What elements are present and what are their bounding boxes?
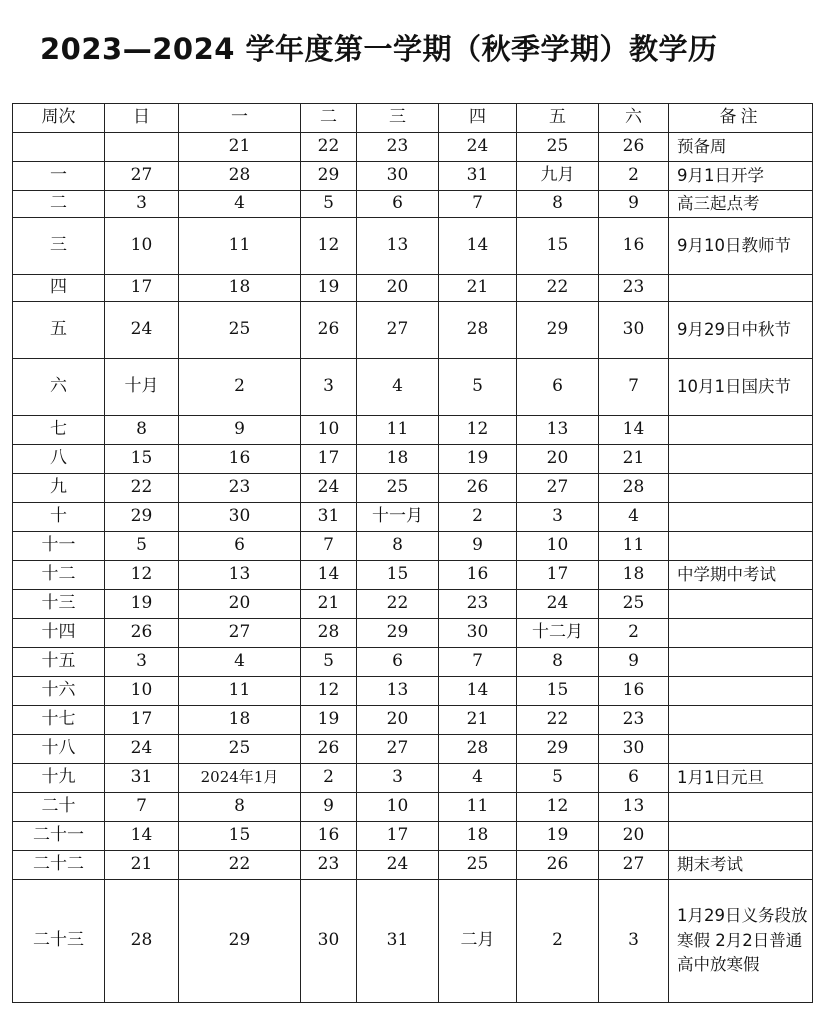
note-cell: [669, 590, 813, 619]
day-cell: 十二月: [517, 619, 599, 648]
week-number: 八: [13, 445, 105, 474]
week-number: 二: [13, 191, 105, 218]
day-cell: 29: [179, 880, 301, 1003]
week-number: 十: [13, 503, 105, 532]
day-cell: 25: [439, 851, 517, 880]
day-cell: 17: [357, 822, 439, 851]
week-number: 九: [13, 474, 105, 503]
note-cell: [669, 445, 813, 474]
week-row: [13, 359, 813, 416]
day-cell: 20: [517, 445, 599, 474]
week-row: [13, 503, 813, 532]
week-row: [13, 302, 813, 359]
day-cell: 13: [179, 561, 301, 590]
day-cell: 27: [517, 474, 599, 503]
column-header: 四: [439, 104, 517, 133]
day-cell: 九月: [517, 162, 599, 191]
teaching-calendar-table: [12, 103, 813, 1003]
day-cell: 9: [439, 532, 517, 561]
day-cell: 18: [357, 445, 439, 474]
column-header: 日: [105, 104, 179, 133]
day-cell: 24: [301, 474, 357, 503]
day-cell: 26: [105, 619, 179, 648]
day-cell: 10: [301, 416, 357, 445]
week-row: [13, 162, 813, 191]
day-cell: 16: [599, 677, 669, 706]
day-cell: 25: [599, 590, 669, 619]
note-cell: [669, 735, 813, 764]
day-cell: 19: [301, 706, 357, 735]
day-cell: 23: [301, 851, 357, 880]
day-cell: 21: [599, 445, 669, 474]
day-cell: 26: [301, 302, 357, 359]
column-header: 三: [357, 104, 439, 133]
week-number: 十三: [13, 590, 105, 619]
day-cell: 30: [357, 162, 439, 191]
day-cell: 11: [599, 532, 669, 561]
day-cell: 7: [105, 793, 179, 822]
week-row: [13, 677, 813, 706]
week-number: 十五: [13, 648, 105, 677]
day-cell: 17: [517, 561, 599, 590]
week-number: 十八: [13, 735, 105, 764]
day-cell: 20: [599, 822, 669, 851]
day-cell: 7: [301, 532, 357, 561]
day-cell: 11: [357, 416, 439, 445]
day-cell: 17: [105, 275, 179, 302]
day-cell: 20: [357, 706, 439, 735]
day-cell: 10: [105, 677, 179, 706]
day-cell: 19: [105, 590, 179, 619]
day-cell: 14: [439, 677, 517, 706]
day-cell: 21: [439, 275, 517, 302]
week-row: [13, 764, 813, 793]
day-cell: 7: [439, 191, 517, 218]
day-cell: 25: [517, 133, 599, 162]
day-cell: 22: [357, 590, 439, 619]
day-cell: 26: [599, 133, 669, 162]
day-cell: 4: [599, 503, 669, 532]
note-cell: [669, 619, 813, 648]
note-cell: [669, 416, 813, 445]
page-title: 2023—2024 学年度第一学期（秋季学期）教学历: [40, 32, 718, 66]
day-cell: 13: [517, 416, 599, 445]
day-cell: 3: [517, 503, 599, 532]
week-row: [13, 706, 813, 735]
column-header: 备注: [669, 104, 813, 133]
day-cell: 25: [179, 735, 301, 764]
day-cell: 26: [517, 851, 599, 880]
day-cell: 24: [357, 851, 439, 880]
day-cell: 15: [105, 445, 179, 474]
day-cell: 8: [357, 532, 439, 561]
day-cell: 8: [105, 416, 179, 445]
day-cell: 31: [357, 880, 439, 1003]
day-cell: 9: [301, 793, 357, 822]
week-number: 十九: [13, 764, 105, 793]
day-cell: 17: [105, 706, 179, 735]
week-row: [13, 619, 813, 648]
day-cell: 7: [599, 359, 669, 416]
day-cell: 12: [301, 218, 357, 275]
day-cell: 11: [179, 677, 301, 706]
day-cell: 24: [105, 735, 179, 764]
day-cell: 28: [599, 474, 669, 503]
day-cell: 14: [301, 561, 357, 590]
day-cell: 5: [301, 191, 357, 218]
day-cell: 23: [357, 133, 439, 162]
day-cell: 3: [599, 880, 669, 1003]
note-cell: [669, 706, 813, 735]
day-cell: 24: [517, 590, 599, 619]
week-row: [13, 532, 813, 561]
week-number: 十二: [13, 561, 105, 590]
day-cell: 23: [179, 474, 301, 503]
day-cell: 5: [105, 532, 179, 561]
day-cell: 21: [179, 133, 301, 162]
day-cell: 12: [301, 677, 357, 706]
day-cell: 25: [357, 474, 439, 503]
day-cell: 9: [599, 191, 669, 218]
day-cell: 26: [439, 474, 517, 503]
day-cell: 12: [439, 416, 517, 445]
day-cell: 8: [517, 191, 599, 218]
day-cell: 22: [301, 133, 357, 162]
week-row: [13, 590, 813, 619]
day-cell: 22: [517, 706, 599, 735]
day-cell: 29: [357, 619, 439, 648]
day-cell: 5: [301, 648, 357, 677]
week-number: 十七: [13, 706, 105, 735]
day-cell: 18: [179, 275, 301, 302]
day-cell: 30: [599, 735, 669, 764]
week-number: 二十三: [13, 880, 105, 1003]
week-row: [13, 793, 813, 822]
note-cell: [669, 532, 813, 561]
note-cell: [669, 275, 813, 302]
day-cell: 21: [439, 706, 517, 735]
day-cell: 20: [357, 275, 439, 302]
day-cell: 19: [301, 275, 357, 302]
day-cell: 8: [517, 648, 599, 677]
week-row: [13, 218, 813, 275]
day-cell: 20: [179, 590, 301, 619]
day-cell: 4: [357, 359, 439, 416]
note-cell: 9月1日开学: [669, 162, 813, 191]
week-row: [13, 474, 813, 503]
week-number: [13, 133, 105, 162]
week-number: 二十二: [13, 851, 105, 880]
note-cell: 9月10日教师节: [669, 218, 813, 275]
day-cell: 29: [517, 735, 599, 764]
day-cell: 29: [301, 162, 357, 191]
day-cell: 28: [105, 880, 179, 1003]
day-cell: 30: [179, 503, 301, 532]
week-number: 十六: [13, 677, 105, 706]
column-header: 一: [179, 104, 301, 133]
day-cell: 16: [301, 822, 357, 851]
day-cell: 27: [599, 851, 669, 880]
week-row: [13, 445, 813, 474]
day-cell: 6: [599, 764, 669, 793]
note-cell: [669, 793, 813, 822]
day-cell: 十一月: [357, 503, 439, 532]
day-cell: 22: [179, 851, 301, 880]
day-cell: 3: [105, 648, 179, 677]
day-cell: 12: [517, 793, 599, 822]
week-row: [13, 735, 813, 764]
day-cell: 27: [357, 302, 439, 359]
day-cell: 26: [301, 735, 357, 764]
day-cell: 二月: [439, 880, 517, 1003]
note-cell: 10月1日国庆节: [669, 359, 813, 416]
header-row: [13, 104, 813, 133]
week-number: 二十: [13, 793, 105, 822]
day-cell: 28: [301, 619, 357, 648]
day-cell: 7: [439, 648, 517, 677]
day-cell: 31: [439, 162, 517, 191]
day-cell: 6: [517, 359, 599, 416]
day-cell: 9: [179, 416, 301, 445]
week-row: [13, 191, 813, 218]
day-cell: 17: [301, 445, 357, 474]
note-cell: [669, 648, 813, 677]
day-cell: 2: [439, 503, 517, 532]
day-cell: 2: [179, 359, 301, 416]
day-cell: 15: [517, 677, 599, 706]
day-cell: 18: [439, 822, 517, 851]
day-cell: 28: [439, 735, 517, 764]
day-cell: 30: [439, 619, 517, 648]
day-cell: 15: [179, 822, 301, 851]
day-cell: 十月: [105, 359, 179, 416]
day-cell: 16: [599, 218, 669, 275]
day-cell: 13: [357, 218, 439, 275]
day-cell: 18: [599, 561, 669, 590]
week-number: 七: [13, 416, 105, 445]
note-cell: 1月1日元旦: [669, 764, 813, 793]
note-cell: 中学期中考试: [669, 561, 813, 590]
day-cell: 27: [105, 162, 179, 191]
week-number: 一: [13, 162, 105, 191]
day-cell: 31: [105, 764, 179, 793]
note-cell: 1月29日义务段放寒假 2月2日普通高中放寒假: [669, 880, 813, 1003]
week-number: 三: [13, 218, 105, 275]
day-cell: 6: [179, 532, 301, 561]
note-cell: 高三起点考: [669, 191, 813, 218]
day-cell: 4: [439, 764, 517, 793]
week-number: 六: [13, 359, 105, 416]
day-cell: 18: [179, 706, 301, 735]
day-cell: 30: [599, 302, 669, 359]
day-cell: 27: [179, 619, 301, 648]
day-cell: 11: [179, 218, 301, 275]
day-cell: 28: [179, 162, 301, 191]
day-cell: 3: [301, 359, 357, 416]
day-cell: 2024年1月: [179, 764, 301, 793]
week-number: 十四: [13, 619, 105, 648]
day-cell: 16: [439, 561, 517, 590]
day-cell: 15: [357, 561, 439, 590]
column-header: 二: [301, 104, 357, 133]
day-cell: 23: [439, 590, 517, 619]
day-cell: 27: [357, 735, 439, 764]
day-cell: [105, 133, 179, 162]
note-cell: 期末考试: [669, 851, 813, 880]
day-cell: 5: [517, 764, 599, 793]
day-cell: 14: [439, 218, 517, 275]
day-cell: 14: [105, 822, 179, 851]
day-cell: 21: [105, 851, 179, 880]
day-cell: 15: [517, 218, 599, 275]
week-row: [13, 133, 813, 162]
day-cell: 23: [599, 275, 669, 302]
day-cell: 19: [517, 822, 599, 851]
week-row: [13, 851, 813, 880]
day-cell: 13: [357, 677, 439, 706]
week-row: [13, 880, 813, 1003]
day-cell: 29: [105, 503, 179, 532]
day-cell: 4: [179, 191, 301, 218]
note-cell: [669, 474, 813, 503]
day-cell: 31: [301, 503, 357, 532]
day-cell: 22: [105, 474, 179, 503]
day-cell: 13: [599, 793, 669, 822]
day-cell: 22: [517, 275, 599, 302]
day-cell: 16: [179, 445, 301, 474]
week-row: [13, 561, 813, 590]
note-cell: 预备周: [669, 133, 813, 162]
day-cell: 10: [357, 793, 439, 822]
week-row: [13, 416, 813, 445]
day-cell: 2: [517, 880, 599, 1003]
day-cell: 2: [599, 162, 669, 191]
day-cell: 30: [301, 880, 357, 1003]
day-cell: 9: [599, 648, 669, 677]
column-header: 六: [599, 104, 669, 133]
day-cell: 10: [105, 218, 179, 275]
note-cell: [669, 822, 813, 851]
week-row: [13, 822, 813, 851]
day-cell: 29: [517, 302, 599, 359]
day-cell: 3: [357, 764, 439, 793]
day-cell: 14: [599, 416, 669, 445]
week-row: [13, 275, 813, 302]
note-cell: [669, 503, 813, 532]
day-cell: 21: [301, 590, 357, 619]
day-cell: 4: [179, 648, 301, 677]
column-header: 五: [517, 104, 599, 133]
day-cell: 28: [439, 302, 517, 359]
day-cell: 5: [439, 359, 517, 416]
week-row: [13, 648, 813, 677]
day-cell: 2: [301, 764, 357, 793]
day-cell: 25: [179, 302, 301, 359]
day-cell: 6: [357, 191, 439, 218]
column-header: 周次: [13, 104, 105, 133]
day-cell: 2: [599, 619, 669, 648]
day-cell: 10: [517, 532, 599, 561]
note-cell: [669, 677, 813, 706]
week-number: 五: [13, 302, 105, 359]
day-cell: 23: [599, 706, 669, 735]
week-number: 四: [13, 275, 105, 302]
week-number: 二十一: [13, 822, 105, 851]
week-number: 十一: [13, 532, 105, 561]
day-cell: 3: [105, 191, 179, 218]
day-cell: 12: [105, 561, 179, 590]
day-cell: 8: [179, 793, 301, 822]
day-cell: 19: [439, 445, 517, 474]
day-cell: 6: [357, 648, 439, 677]
day-cell: 24: [105, 302, 179, 359]
day-cell: 11: [439, 793, 517, 822]
day-cell: 24: [439, 133, 517, 162]
note-cell: 9月29日中秋节: [669, 302, 813, 359]
